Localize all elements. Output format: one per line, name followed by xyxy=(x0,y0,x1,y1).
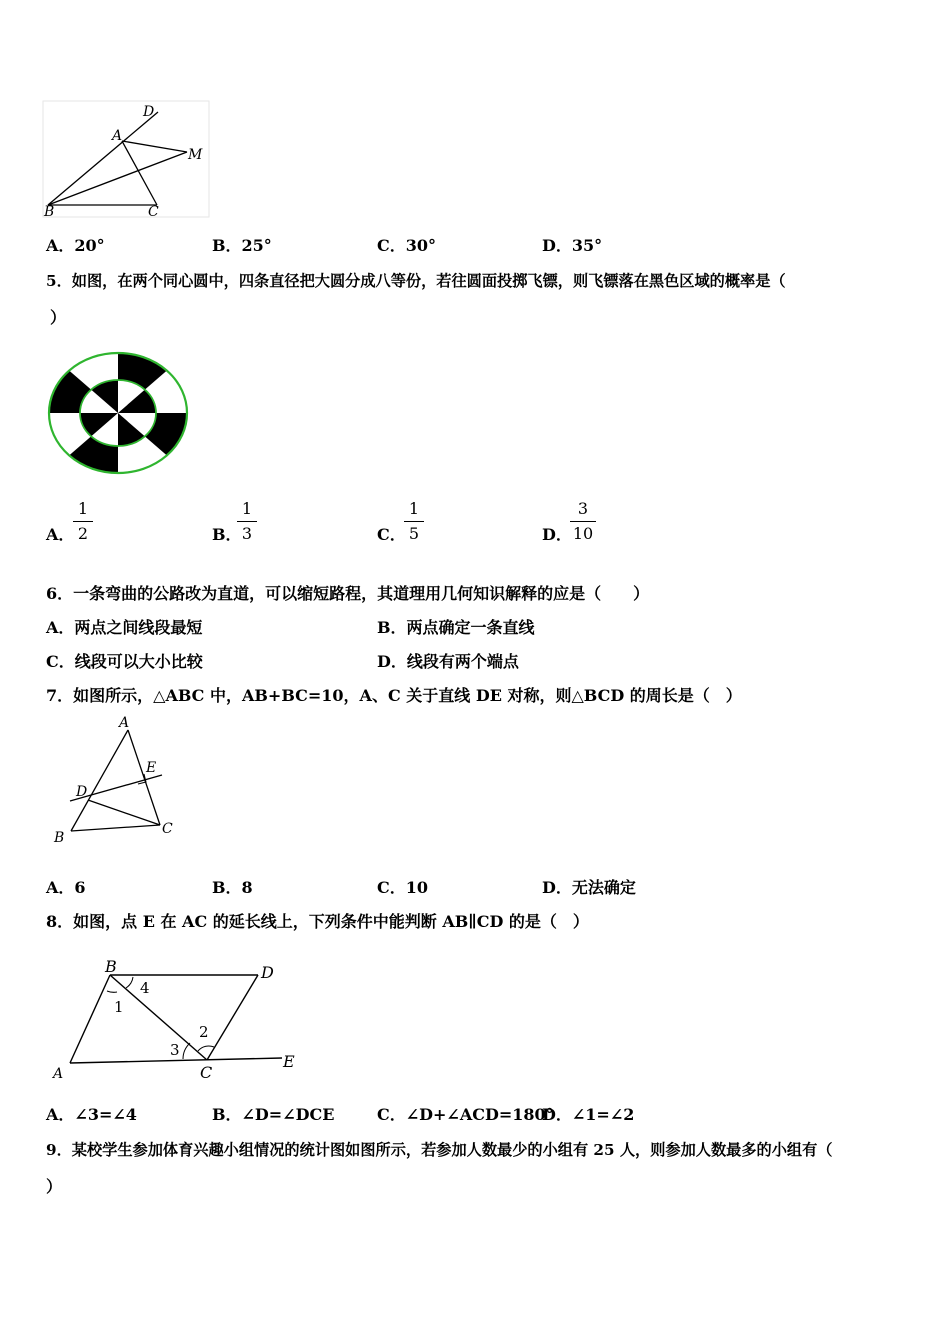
q6-option-b: B．两点确定一条直线 xyxy=(377,618,535,637)
q8-angle-3: 3 xyxy=(170,1041,180,1059)
q5-stem: 5．如图，在两个同心圆中，四条直径把大圆分成八等份，若往圆面投掷飞镖，则飞镖落在黑色区域的概率是（ xyxy=(46,272,786,290)
q5-option-b-numerator: 1 xyxy=(241,499,253,518)
q5-option-d-numerator: 3 xyxy=(577,499,589,518)
q5-option-d-denominator: 10 xyxy=(572,524,594,543)
q5-option-b-denominator: 3 xyxy=(241,524,253,543)
q6-option-d: D．线段有两个端点 xyxy=(377,652,519,671)
q4-label-a: A xyxy=(112,128,123,144)
q7-label-a: A xyxy=(119,715,130,731)
q8-option-b: B．∠D=∠DCE xyxy=(212,1105,335,1124)
q5-option-d-letter: D． xyxy=(542,525,572,544)
q8-angle-2: 2 xyxy=(199,1023,209,1041)
q4-label-d: D xyxy=(143,104,155,120)
q4-option-b: B．25° xyxy=(212,236,272,255)
q5-option-c-fraction xyxy=(404,500,424,543)
q6-option-a: A．两点之间线段最短 xyxy=(46,618,203,637)
q7-option-c: C．10 xyxy=(377,878,429,897)
q7-option-a: A．6 xyxy=(46,878,86,897)
q9-stem: 9．某校学生参加体育兴趣小组情况的统计图如图所示，若参加人数最少的小组有 25 人，则参加人数最多的小组有（ xyxy=(46,1141,833,1159)
q8-label-b: B xyxy=(105,957,117,976)
q4-option-a: A．20° xyxy=(46,236,105,255)
q5-option-b-letter: B． xyxy=(212,525,242,544)
q5-option-d-fraction xyxy=(570,500,596,543)
q5-option-b-fraction xyxy=(237,500,257,543)
q7-label-e: E xyxy=(146,760,157,776)
q7-figure xyxy=(50,712,180,847)
q7-label-b: B xyxy=(54,830,65,846)
q5-option-a-numerator: 1 xyxy=(77,499,89,518)
q8-option-c: C．∠D+∠ACD=180° xyxy=(377,1105,554,1124)
q7-option-b: B．8 xyxy=(212,878,253,897)
q5-option-a-fraction xyxy=(73,500,93,543)
q8-option-d: D．∠1=∠2 xyxy=(542,1105,635,1124)
q4-option-d: D．35° xyxy=(542,236,603,255)
q8-label-c: C xyxy=(200,1063,213,1082)
q8-label-d: D xyxy=(261,963,274,982)
q5-stem-close: ） xyxy=(50,308,67,327)
q9-stem-close: ） xyxy=(46,1177,63,1196)
q5-option-c-numerator: 1 xyxy=(408,499,420,518)
q8-figure xyxy=(50,955,305,1085)
q7-label-c: C xyxy=(162,821,173,837)
q8-stem: 8．如图，点 E 在 AC 的延长线上，下列条件中能判断 AB∥CD 的是（ ） xyxy=(46,912,589,931)
q5-option-c-denominator: 5 xyxy=(408,524,420,543)
q5-option-c-letter: C． xyxy=(377,525,406,544)
q5-dartboard-figure xyxy=(46,350,190,476)
q7-label-d: D xyxy=(76,784,88,800)
q5-option-a-letter: A． xyxy=(46,525,75,544)
q5-option-a-denominator: 2 xyxy=(77,524,89,543)
q4-label-c: C xyxy=(148,204,159,220)
q8-label-e: E xyxy=(283,1052,295,1071)
q7-option-d: D．无法确定 xyxy=(542,878,636,897)
q6-stem: 6．一条弯曲的公路改为直道，可以缩短路程，其道理用几何知识解释的应是（ ） xyxy=(46,584,650,603)
q4-option-c: C．30° xyxy=(377,236,437,255)
q4-label-b: B xyxy=(44,204,55,220)
q4-label-m: M xyxy=(188,147,203,163)
q4-figure xyxy=(42,100,212,220)
q6-option-c: C．线段可以大小比较 xyxy=(46,652,203,671)
q8-option-a: A．∠3=∠4 xyxy=(46,1105,137,1124)
q8-label-a: A xyxy=(53,1066,64,1082)
q7-stem: 7．如图所示，△ABC 中，AB+BC=10，A、C 关于直线 DE 对称，则△BCD 的周长是（ ） xyxy=(46,686,742,705)
q8-angle-4: 4 xyxy=(140,979,150,997)
q8-angle-1: 1 xyxy=(114,998,124,1016)
